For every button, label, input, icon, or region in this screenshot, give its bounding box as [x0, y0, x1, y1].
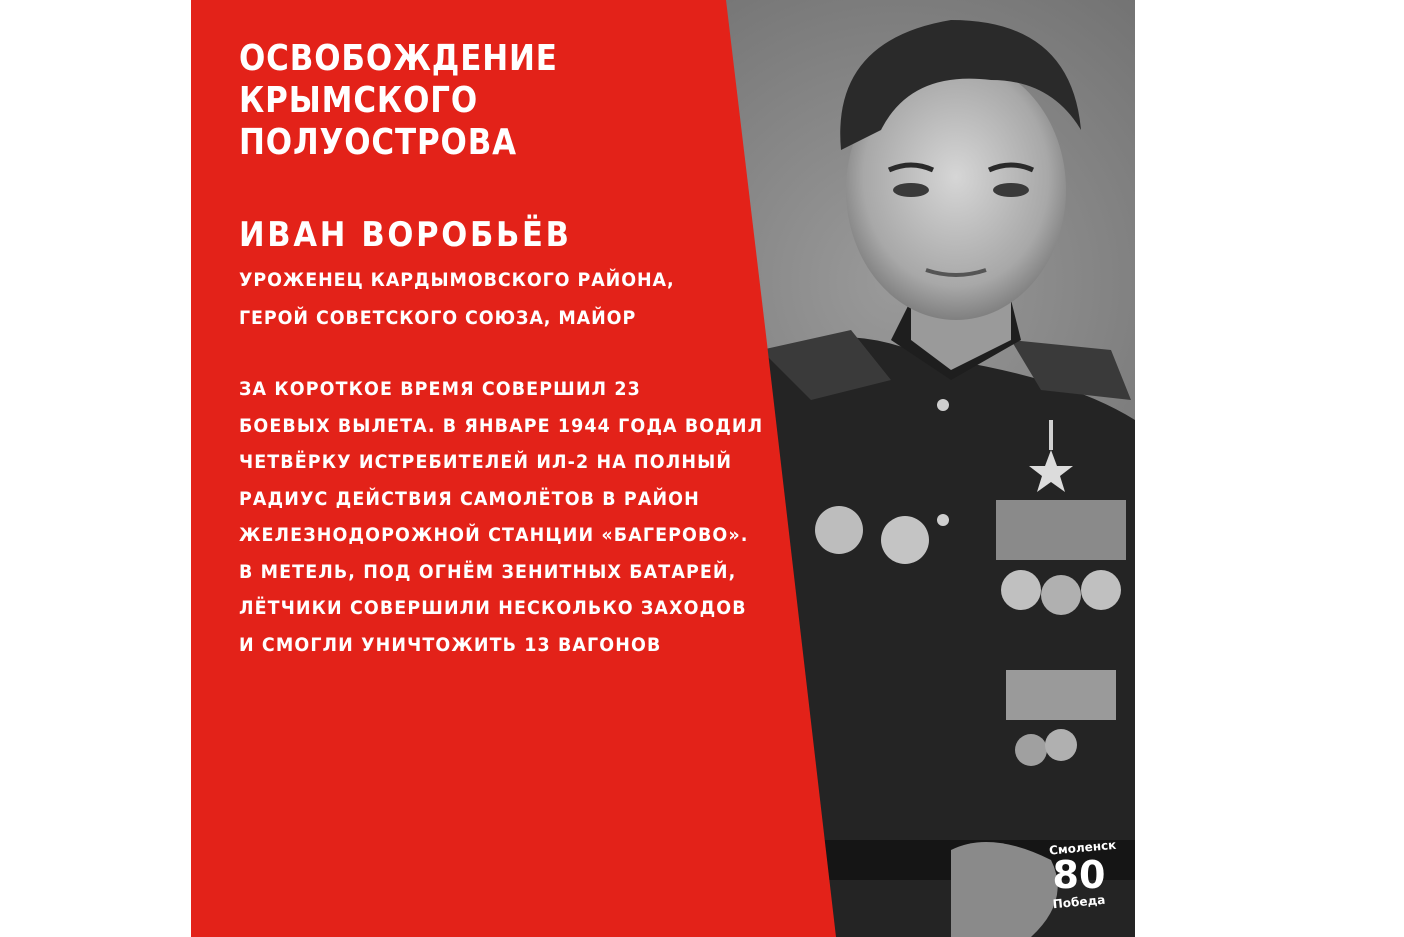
logo-bottom-text: Победа	[1052, 892, 1106, 912]
body-line: В МЕТЕЛЬ, ПОД ОГНЁМ ЗЕНИТНЫХ БАТАРЕЙ,	[239, 560, 737, 583]
subtitle-line: УРОЖЕНЕЦ КАРДЫМОВСКОГО РАЙОНА,	[239, 269, 675, 291]
body-line: РАДИУС ДЕЙСТВИЯ САМОЛЁТОВ В РАЙОН	[239, 487, 700, 510]
body-line: ЗА КОРОТКОЕ ВРЕМЯ СОВЕРШИЛ 23	[239, 378, 641, 400]
smolensk-80-logo	[1048, 837, 1117, 912]
biography-text	[239, 371, 764, 663]
body-line: И СМОГЛИ УНИЧТОЖИТЬ 13 ВАГОНОВ	[239, 633, 662, 656]
poster-card	[191, 0, 1135, 937]
title-line: ОСВОБОЖДЕНИЕ	[239, 38, 558, 79]
logo-number: 80	[1052, 853, 1106, 897]
title-line: ПОЛУОСТРОВА	[239, 122, 518, 163]
title-line: КРЫМСКОГО	[239, 80, 479, 121]
body-line: ЖЕЛЕЗНОДОРОЖНОЙ СТАНЦИИ «БАГЕРОВО».	[239, 524, 749, 546]
person-subtitle	[239, 261, 754, 337]
person-name: ИВАН ВОРОБЬЁВ	[239, 215, 572, 255]
poster-title	[239, 38, 721, 164]
logo-top-text: Смоленск	[1048, 837, 1117, 858]
text-block	[239, 38, 799, 663]
subtitle-line: ГЕРОЙ СОВЕТСКОГО СОЮЗА, МАЙОР	[239, 307, 637, 329]
body-line: ЛЁТЧИКИ СОВЕРШИЛИ НЕСКОЛЬКО ЗАХОДОВ	[239, 597, 747, 619]
body-line: БОЕВЫХ ВЫЛЕТА. В ЯНВАРЕ 1944 ГОДА ВОДИЛ	[239, 414, 764, 437]
body-line: ЧЕТВЁРКУ ИСТРЕБИТЕЛЕЙ ИЛ-2 НА ПОЛНЫЙ	[239, 451, 733, 473]
